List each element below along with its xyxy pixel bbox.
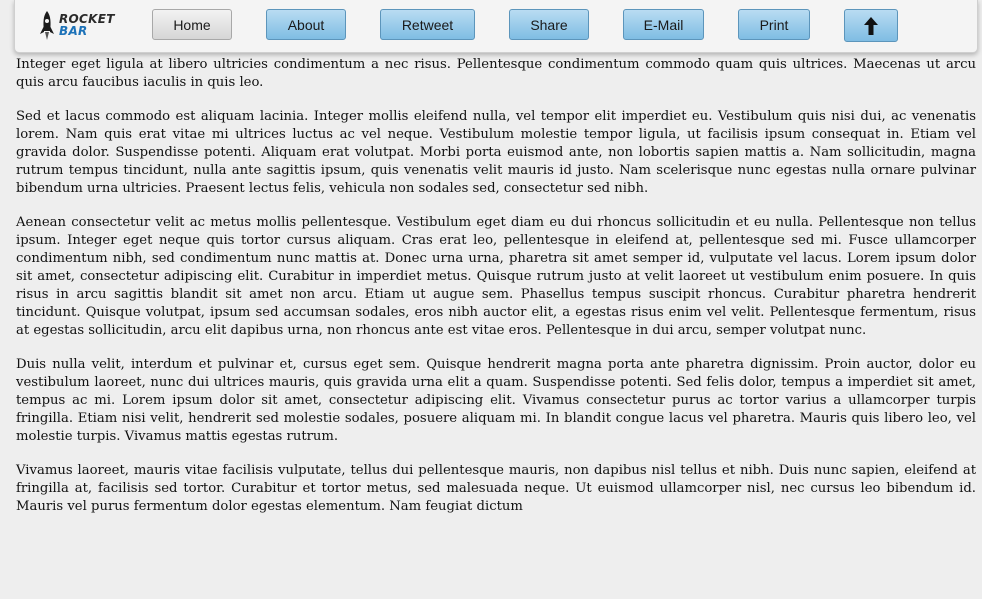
home-button[interactable]: Home: [152, 9, 232, 40]
paragraph: Aenean consectetur velit ac metus mollis pellentesque. Vestibulum eget diam eu dui rhoncus sollicitudin et eu nulla. Pellentesque non tellus ipsum. Integer eget neque quis tortor cursus aliquam. Cras erat leo, pellentesque in eleifend at, pellentesque sed mi. Fusce ullamcorper condimentum nibh, sed condimentum nunc mattis at. Donec urna urna, pharetra sit amet semper id, vulputate vel lacus. Lorem ipsum dolor sit amet, consectetur adipiscing elit. Curabitur in imperdiet metus. Quisque rutrum justo at velit laoreet ut vestibulum enim posuere. In quis risus in arcu sagittis blandit sit amet non arcu. Etiam ut augue sem. Phasellus tempus suscipit rhoncus. Curabitur pharetra hendrerit tincidunt. Quisque volutpat, ipsum sed accumsan sodales, eros nibh auctor elit, a egestas risus enim vel velit. Pellentesque fermentum, risus at egestas sollicitudin, arcu elit dapibus urna, non rhoncus ante est vitae eros. Pellentesque in dui arcu, semper volutpat nunc.: [16, 215, 976, 338]
paragraph: Vivamus laoreet, mauris vitae facilisis vulputate, tellus dui pellentesque mauris, non dapibus nisl tellus et nibh. Duis nunc sapien, eleifend at fringilla at, facilisis sed tortor. Curabitur et tortor metus, sed malesuada neque. Ut euismod ullamcorper nisl, nec cursus leo bibendum id. Mauris vel purus fermentum dolor egestas elementum. Nam feugiat dictum: [16, 463, 976, 514]
logo-word-rocket: ROCKET: [59, 12, 115, 26]
paragraph: Duis nulla velit, interdum et pulvinar et, cursus eget sem. Quisque hendrerit magna porta ante pharetra dignissim. Proin auctor, dolor eu vestibulum laoreet, nunc dui ultrices mauris, quis gravida urna elit a quam. Suspendisse potenti. Sed felis dolor, tempus a imperdiet sit amet, tempus ac mi. Lorem ipsum dolor sit amet, consectetur adipiscing elit. Vivamus consectetur purus ac tortor varius a ullamcorper turpis fringilla. Etiam nisi velit, hendrerit sed molestie sodales, posuere aliquam mi. In blandit congue lacus vel pharetra. Mauris quis libero leo, vel molestie turpis. Vivamus mattis egestas rutrum.: [16, 357, 976, 444]
email-button[interactable]: E-Mail: [623, 9, 704, 40]
rocket-icon: [39, 11, 55, 41]
arrow-up-icon: [864, 17, 878, 35]
print-button[interactable]: Print: [738, 9, 810, 40]
share-button[interactable]: Share: [509, 9, 589, 40]
rocket-bar-toolbar: [14, 0, 978, 53]
about-button[interactable]: About: [266, 9, 346, 40]
rocket-bar-logo[interactable]: [39, 10, 129, 42]
paragraph: Integer eget ligula at libero ultricies condimentum a nec risus. Pellentesque condimentum commodo quam quis ultrices. Maecenas ut arcu quis arcu faucibus iaculis in quis leo.: [16, 57, 976, 90]
article-body: [16, 38, 976, 532]
paragraph: Sed et lacus commodo est aliquam lacinia. Integer mollis eleifend nulla, vel tempor elit imperdiet eu. Vestibulum quis nisi dui, ac venenatis lorem. Nam quis erat vitae mi ultrices luctus ac vel neque. Vestibulum molestie tempor ligula, ut facilisis ipsum consequat in. Etiam vel gravida dolor. Suspendisse potenti. Aliquam erat volutpat. Morbi porta euismod ante, non lobortis sapien mattis a. Nam sollicitudin, magna rutrum tempus tincidunt, nulla ante sagittis ipsum, quis venenatis velit mauris id justo. Nam scelerisque nunc egestas nulla ornare pulvinar bibendum urna ultricies. Praesent lectus felis, vehicula non sodales sed, consectetur sed nibh.: [16, 109, 976, 196]
scroll-top-button[interactable]: [844, 9, 898, 42]
retweet-button[interactable]: Retweet: [380, 9, 475, 40]
logo-word-bar: BAR: [59, 24, 88, 38]
